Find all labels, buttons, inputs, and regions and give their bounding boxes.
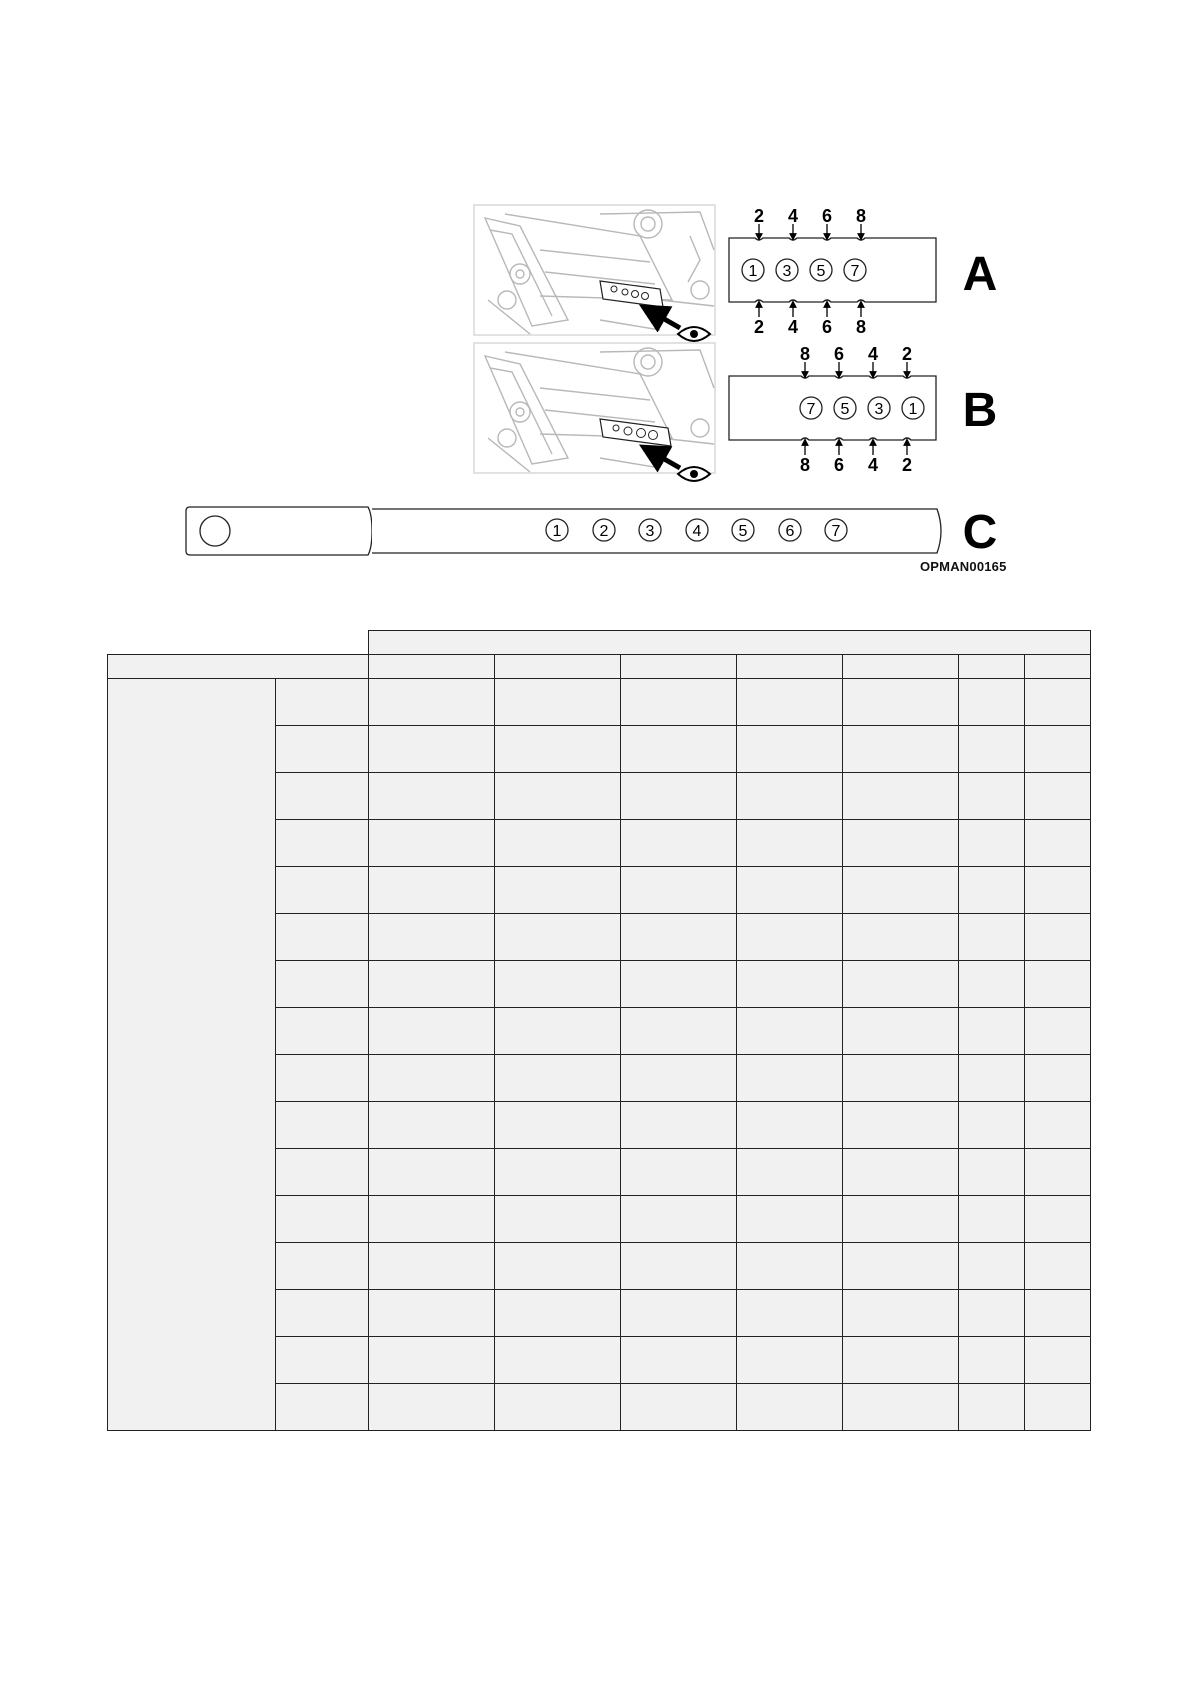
table-cell <box>495 679 621 726</box>
diagram-c-hole: 5 <box>738 523 748 540</box>
table-cell <box>495 726 621 773</box>
diagram-c-hole: 1 <box>552 523 562 540</box>
table-cell <box>495 1243 621 1290</box>
table-cell <box>621 867 737 914</box>
table-cell <box>843 726 959 773</box>
table-cell <box>621 1055 737 1102</box>
table-cell <box>843 773 959 820</box>
table-cell <box>843 914 959 961</box>
diagram-b-bottom-label: 2 <box>901 455 913 475</box>
view-label-a: A <box>962 248 998 301</box>
table-cell <box>621 1008 737 1055</box>
table-cell <box>737 1243 843 1290</box>
table-cell <box>369 1196 495 1243</box>
table-cell <box>1025 1337 1091 1384</box>
table-cell <box>959 1290 1025 1337</box>
table-cell <box>737 1384 843 1431</box>
table-cell <box>959 1008 1025 1055</box>
table-cell <box>369 1102 495 1149</box>
table-row-label-cell <box>276 1102 369 1149</box>
table-cell <box>621 1337 737 1384</box>
table-cell <box>369 914 495 961</box>
pin-plate-a <box>600 281 663 307</box>
table-cell <box>843 1337 959 1384</box>
table-cell <box>737 914 843 961</box>
table-cell <box>369 1290 495 1337</box>
table-cell <box>737 867 843 914</box>
table-row-label-cell <box>276 961 369 1008</box>
diagram-b-bottom-label: 8 <box>799 455 811 475</box>
table-cell <box>1025 1196 1091 1243</box>
table-cell <box>369 820 495 867</box>
table-cell <box>369 679 495 726</box>
table-cell <box>737 1055 843 1102</box>
table-cell <box>1025 679 1091 726</box>
table-cell <box>369 1337 495 1384</box>
table-cell <box>1025 820 1091 867</box>
diagram-a-hole: 5 <box>816 263 826 280</box>
diagram-a-hole: 7 <box>850 263 860 280</box>
table-cell <box>1025 961 1091 1008</box>
table-cell <box>843 867 959 914</box>
diagram-a-bottom-label: 8 <box>855 317 867 337</box>
table-cell <box>495 914 621 961</box>
machine-illustration-b-icon <box>474 343 715 473</box>
diagram-c-hole: 6 <box>785 523 795 540</box>
table-cell <box>621 679 737 726</box>
table-header-cell <box>959 655 1025 679</box>
table-cell <box>621 1102 737 1149</box>
table-cell <box>621 1290 737 1337</box>
table-cell <box>621 1243 737 1290</box>
table-cell <box>959 820 1025 867</box>
diagram-b-top-label: 6 <box>833 344 845 364</box>
table-cell <box>737 773 843 820</box>
table-cell <box>959 726 1025 773</box>
table-cell <box>843 961 959 1008</box>
table-row-label-cell <box>276 773 369 820</box>
table-cell <box>369 773 495 820</box>
diagram-a-top-label: 8 <box>855 206 867 226</box>
table-header-row-2 <box>108 655 1091 679</box>
table-cell <box>621 726 737 773</box>
table-cell <box>495 1055 621 1102</box>
view-label-b: B <box>962 384 998 437</box>
table-header-cell <box>1025 655 1091 679</box>
table-cell <box>959 867 1025 914</box>
table-header-group-cell <box>369 631 1091 655</box>
table-cell <box>369 867 495 914</box>
table-row-label-cell <box>276 1243 369 1290</box>
table-cell <box>1025 1149 1091 1196</box>
table-row-label-cell <box>276 1149 369 1196</box>
diagram-b <box>729 344 997 475</box>
table-cell <box>959 1337 1025 1384</box>
table-cell <box>959 1102 1025 1149</box>
table-row-label-cell <box>276 914 369 961</box>
table-cell <box>1025 1102 1091 1149</box>
diagram-b-hole: 3 <box>874 401 884 418</box>
machine-illustration-a-icon <box>474 205 715 335</box>
table-cell <box>1025 1055 1091 1102</box>
table-cell <box>1025 1384 1091 1431</box>
diagram-a-top-label: 6 <box>821 206 833 226</box>
table-cell <box>369 1008 495 1055</box>
table-cell <box>843 1055 959 1102</box>
table-header-cell <box>843 655 959 679</box>
diagram-a-bottom-label: 6 <box>821 317 833 337</box>
diagram-a-bottom-label: 2 <box>753 317 765 337</box>
table-cell <box>737 1196 843 1243</box>
table-cell <box>1025 1008 1091 1055</box>
table-cell <box>737 726 843 773</box>
table-row-label-cell <box>276 820 369 867</box>
table-header-row-1 <box>108 631 1091 655</box>
diagram-a-bottom-label: 4 <box>787 317 799 337</box>
table-cell <box>843 679 959 726</box>
table-cell <box>737 820 843 867</box>
table-cell <box>369 726 495 773</box>
table-cell <box>959 1243 1025 1290</box>
table-cell <box>621 914 737 961</box>
table-cell <box>959 773 1025 820</box>
table-group-cell <box>108 679 276 1431</box>
table-cell <box>495 867 621 914</box>
diagram-b-bottom-label: 4 <box>867 455 879 475</box>
diagram-a <box>729 206 997 337</box>
table-cell <box>495 1290 621 1337</box>
table-cell <box>1025 1243 1091 1290</box>
table-cell <box>843 1196 959 1243</box>
diagram-a-top-label: 2 <box>753 206 765 226</box>
table-cell <box>495 1008 621 1055</box>
table-cell <box>843 1290 959 1337</box>
table-cell <box>1025 867 1091 914</box>
diagram-b-hole: 5 <box>840 401 850 418</box>
table-cell <box>843 1008 959 1055</box>
table-cell <box>1025 914 1091 961</box>
table-header-cell <box>369 655 495 679</box>
diagram-a-hole: 3 <box>782 263 792 280</box>
table-cell <box>959 914 1025 961</box>
table-cell <box>959 961 1025 1008</box>
table-cell <box>621 1384 737 1431</box>
diagram-c <box>186 506 997 559</box>
table-cell <box>369 1055 495 1102</box>
table-cell <box>843 1149 959 1196</box>
table-cell <box>621 961 737 1008</box>
table-cell <box>495 1102 621 1149</box>
table-cell <box>495 820 621 867</box>
table-cell <box>737 1149 843 1196</box>
table-cell <box>369 1149 495 1196</box>
table-cell <box>959 1196 1025 1243</box>
table-cell <box>737 679 843 726</box>
table-cell <box>737 1008 843 1055</box>
table-cell <box>495 1337 621 1384</box>
table-cell <box>621 773 737 820</box>
table-cell <box>621 1149 737 1196</box>
diagram-b-hole: 1 <box>908 401 918 418</box>
table-cell <box>495 1149 621 1196</box>
arrow-icon <box>652 452 680 468</box>
table-header-blank <box>108 631 369 655</box>
table-cell <box>1025 1290 1091 1337</box>
pin-position-figure <box>0 0 1191 600</box>
table-cell <box>959 1384 1025 1431</box>
table-row-label-cell <box>276 1290 369 1337</box>
table-cell <box>495 1384 621 1431</box>
diagram-b-hole: 7 <box>806 401 816 418</box>
table-cell <box>495 1196 621 1243</box>
table-cell <box>495 961 621 1008</box>
table-cell <box>621 1196 737 1243</box>
table-header-cell <box>108 655 369 679</box>
table-cell <box>843 820 959 867</box>
diagram-c-hole: 3 <box>645 523 655 540</box>
table-cell <box>737 961 843 1008</box>
table-cell <box>369 1384 495 1431</box>
pin-plate-b <box>600 419 671 446</box>
table-row-label-cell <box>276 726 369 773</box>
table-cell <box>737 1102 843 1149</box>
table-row-label-cell <box>276 679 369 726</box>
diagram-b-bottom-label: 6 <box>833 455 845 475</box>
eye-icon <box>678 467 710 481</box>
diagram-b-top-label: 8 <box>799 344 811 364</box>
table-header-cell <box>621 655 737 679</box>
table-row-label-cell <box>276 867 369 914</box>
table-header-cell <box>737 655 843 679</box>
table-cell <box>737 1337 843 1384</box>
diagram-c-hole: 2 <box>599 523 609 540</box>
table-header-cell <box>495 655 621 679</box>
view-label-c: C <box>962 506 998 559</box>
table-cell <box>1025 726 1091 773</box>
table-cell <box>621 820 737 867</box>
diagram-c-hole: 7 <box>831 523 841 540</box>
reference-code: OPMAN00165 <box>920 559 1007 574</box>
table-row-label-cell <box>276 1196 369 1243</box>
diagram-b-top-label: 2 <box>901 344 913 364</box>
table-body <box>108 631 1091 1431</box>
table-cell <box>369 1243 495 1290</box>
table-cell <box>959 1149 1025 1196</box>
table-cell <box>737 1290 843 1337</box>
diagram-b-top-label: 4 <box>867 344 879 364</box>
table-row-label-cell <box>276 1055 369 1102</box>
table-cell <box>843 1384 959 1431</box>
diagram-c-hole: 4 <box>692 523 702 540</box>
eye-icon <box>678 327 710 341</box>
table-cell <box>369 961 495 1008</box>
table-cell <box>843 1243 959 1290</box>
table-row-label-cell <box>276 1337 369 1384</box>
table-row-label-cell <box>276 1008 369 1055</box>
table-cell <box>959 679 1025 726</box>
settings-table <box>107 630 1091 1431</box>
arrow-icon <box>652 312 680 328</box>
table-row <box>108 679 1091 726</box>
diagram-a-top-label: 4 <box>787 206 799 226</box>
diagram-a-hole: 1 <box>748 263 758 280</box>
table-cell <box>495 773 621 820</box>
table-cell <box>843 1102 959 1149</box>
table-cell <box>1025 773 1091 820</box>
table-row-label-cell <box>276 1384 369 1431</box>
table-cell <box>959 1055 1025 1102</box>
